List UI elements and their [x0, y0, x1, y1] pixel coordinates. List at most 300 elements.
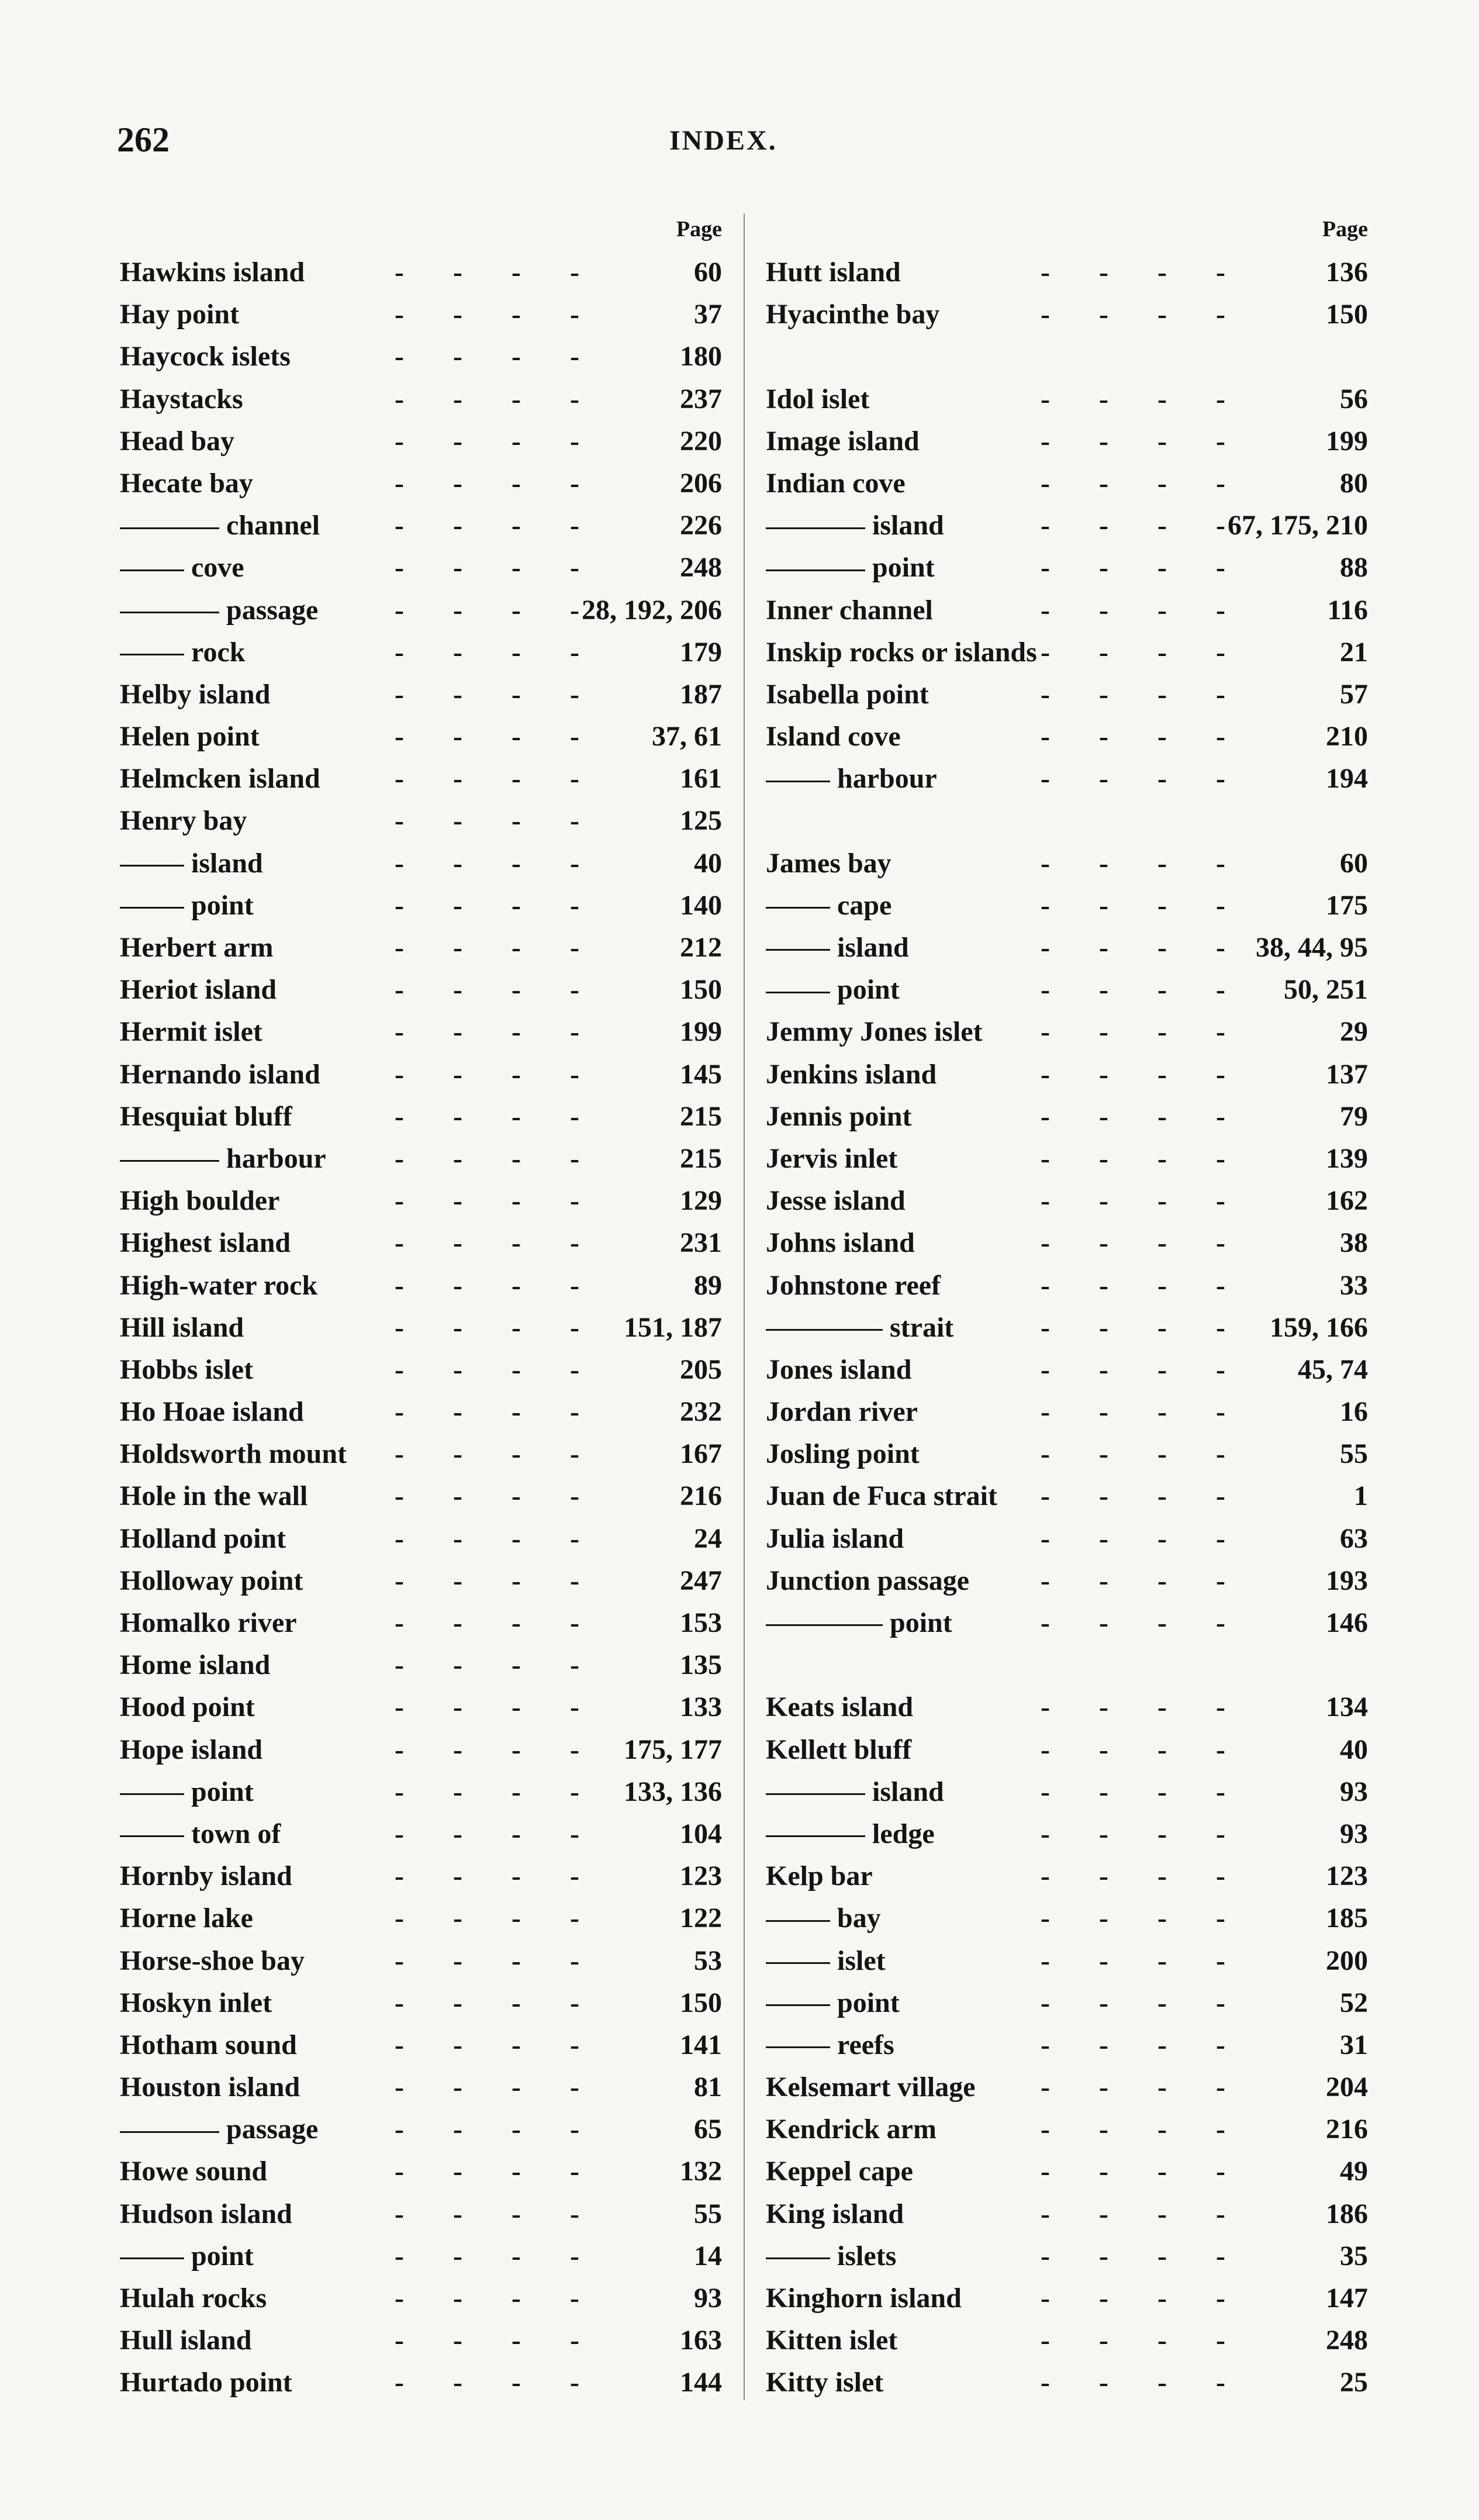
index-entry: [766, 1644, 1368, 1686]
entry-name: islets: [766, 2235, 896, 2277]
ditto-dash: [766, 781, 830, 782]
entry-name: Keats island: [766, 1691, 914, 1723]
index-entry: [120, 378, 722, 420]
ditto-dash: [766, 569, 865, 571]
entry-pages: 193: [1326, 1565, 1368, 1596]
leader-dots: - - - -: [395, 1058, 600, 1090]
entry-name: Herbert arm: [120, 932, 274, 963]
entry-pages: 162: [1326, 1185, 1368, 1217]
leader-dots: - - - -: [395, 1142, 600, 1174]
leader-dots: - - - -: [395, 2240, 600, 2272]
page-column-label: Page: [676, 217, 722, 241]
ditto-dash: [766, 1920, 830, 1922]
leader-dots: - - - -: [1041, 678, 1246, 710]
leader-dots: - - - -: [395, 763, 600, 795]
entry-pages: 38: [1340, 1227, 1368, 1259]
entry-name: Helmcken island: [120, 763, 320, 795]
ditto-dash: [120, 907, 184, 909]
leader-dots: - - - -: [395, 2283, 600, 2314]
entry-name: Hornby island: [120, 1860, 292, 1892]
entry-name: Island cove: [766, 721, 901, 752]
entry-pages: 180: [680, 341, 722, 372]
entry-name: islet: [766, 1940, 886, 1982]
index-entry: [766, 1686, 1368, 1728]
entry-name: point: [766, 1602, 952, 1644]
leader-dots: - - - -: [1041, 2367, 1246, 2398]
leader-dots: - - - -: [1041, 1903, 1246, 1934]
leader-dots: - - - -: [395, 467, 600, 499]
entry-name: point: [120, 1771, 254, 1813]
entry-name: Kellett bluff: [766, 1734, 912, 1765]
entry-name: Kelp bar: [766, 1860, 873, 1892]
entry-pages: 247: [680, 1565, 722, 1596]
index-entry: [120, 1391, 722, 1433]
leader-dots: - - - -: [395, 932, 600, 963]
leader-dots: - - - -: [395, 1734, 600, 1765]
leader-dots: - - - -: [395, 1311, 600, 1343]
index-entry: [766, 294, 1368, 336]
leader-dots: - - - -: [1041, 257, 1246, 288]
page-number: 262: [117, 120, 170, 159]
leader-dots: - - - -: [395, 1565, 600, 1596]
entry-pages: 147: [1326, 2283, 1368, 2314]
leader-dots: - - - -: [1041, 1945, 1246, 1976]
index-entry: [766, 1096, 1368, 1138]
page-column-label: Page: [1322, 217, 1368, 241]
entry-pages: 14: [694, 2240, 722, 2272]
leader-dots: - - - -: [1041, 1818, 1246, 1849]
leader-dots: - - - -: [395, 974, 600, 1006]
entry-pages: 248: [680, 552, 722, 584]
entry-name: Hyacinthe bay: [766, 299, 940, 330]
entry-pages: 216: [1326, 2114, 1368, 2145]
leader-dots: - - - -: [1041, 847, 1246, 879]
entry-name: Head bay: [120, 425, 235, 457]
index-entry: [120, 758, 722, 800]
entry-pages: 29: [1340, 1016, 1368, 1048]
entry-name: Hood point: [120, 1691, 255, 1723]
index-entry: [120, 1307, 722, 1349]
entry-pages: 125: [680, 805, 722, 837]
index-entry: [766, 1054, 1368, 1096]
entry-name: island: [766, 1771, 944, 1813]
leader-dots: - - - -: [395, 1438, 600, 1470]
index-entry: [766, 547, 1368, 589]
leader-dots: - - - -: [395, 1523, 600, 1554]
entry-name: King island: [766, 2198, 904, 2229]
leader-dots: - - - -: [1041, 1776, 1246, 1807]
entry-name: Jervis inlet: [766, 1142, 898, 1174]
leader-dots: - - - -: [395, 1185, 600, 1217]
leader-dots: - - - -: [1041, 1438, 1246, 1470]
entry-name: Holdsworth mount: [120, 1438, 347, 1470]
index-entry: [766, 885, 1368, 927]
index-entry: [766, 1518, 1368, 1560]
entry-name: Highest island: [120, 1227, 291, 1259]
entry-name: Horse-shoe bay: [120, 1945, 305, 1976]
entry-pages: 116: [1327, 594, 1368, 626]
leader-dots: - - - -: [1041, 1987, 1246, 2018]
leader-dots: - - - -: [395, 1016, 600, 1048]
index-entry: [120, 547, 722, 589]
leader-dots: - - - -: [1041, 889, 1246, 921]
entry-pages: 65: [694, 2114, 722, 2145]
entry-pages: 88: [1340, 552, 1368, 584]
entry-name: cape: [766, 885, 891, 927]
leader-dots: - - - -: [1041, 425, 1246, 457]
entry-pages: 151, 187: [624, 1311, 722, 1343]
ditto-dash: [766, 2046, 830, 2048]
index-entry: [766, 251, 1368, 294]
index-entry: [120, 1686, 722, 1728]
index-entry: [120, 1096, 722, 1138]
index-entry: [766, 1771, 1368, 1813]
index-entry: [120, 2319, 722, 2362]
index-entry: [120, 1560, 722, 1602]
entry-name: bay: [766, 1897, 881, 1939]
entry-pages: 186: [1326, 2198, 1368, 2229]
index-entry: [120, 843, 722, 885]
ditto-dash: [120, 569, 184, 571]
entry-pages: 60: [1340, 847, 1368, 879]
entry-name: passage: [120, 2108, 318, 2150]
leader-dots: - - - -: [1041, 1396, 1246, 1428]
leader-dots: - - - -: [1041, 763, 1246, 795]
entry-pages: 135: [680, 1649, 722, 1681]
entry-pages: 104: [680, 1818, 722, 1849]
index-entry: [766, 1729, 1368, 1771]
entry-pages: 53: [694, 1945, 722, 1976]
ditto-dash: [766, 949, 830, 951]
leader-dots: - - - -: [395, 2367, 600, 2398]
entry-name: Jennis point: [766, 1100, 912, 1132]
index-entry: [766, 1897, 1368, 1939]
entry-pages: 57: [1340, 678, 1368, 710]
index-entry: [766, 378, 1368, 420]
entry-name: Helen point: [120, 721, 260, 752]
leader-dots: - - - -: [1041, 1058, 1246, 1090]
entry-pages: 21: [1340, 636, 1368, 668]
entry-name: Home island: [120, 1649, 271, 1681]
entry-name: Keppel cape: [766, 2156, 913, 2187]
leader-dots: - - - -: [395, 425, 600, 457]
leader-dots: - - - -: [395, 1607, 600, 1638]
entry-name: ledge: [766, 1813, 935, 1855]
index-entry: [120, 589, 722, 631]
entry-name: High boulder: [120, 1185, 280, 1217]
leader-dots: - - - -: [1041, 1354, 1246, 1385]
ditto-dash: [120, 865, 184, 867]
ditto-dash: [120, 654, 184, 655]
entry-pages: 215: [680, 1142, 722, 1174]
index-entry: [766, 1180, 1368, 1222]
running-title: INDEX.: [669, 125, 777, 156]
index-entry: [766, 2277, 1368, 2319]
index-entry: [120, 1349, 722, 1391]
entry-name: Inner channel: [766, 594, 933, 626]
entry-pages: 140: [680, 889, 722, 921]
index-entry: [766, 1475, 1368, 1517]
leader-dots: - - - -: [395, 847, 600, 879]
entry-pages: 144: [680, 2367, 722, 2398]
entry-pages: 1: [1354, 1480, 1368, 1512]
leader-dots: - - - -: [1041, 1860, 1246, 1892]
ditto-dash: [766, 992, 830, 993]
entry-pages: 28, 192, 206: [582, 594, 722, 626]
index-entry: [120, 2235, 722, 2277]
entry-pages: 248: [1326, 2325, 1368, 2356]
entry-pages: 122: [680, 1903, 722, 1934]
index-entry: [120, 462, 722, 505]
leader-dots: - - - -: [395, 1269, 600, 1301]
index-entry: [766, 1138, 1368, 1180]
leader-dots: - - - -: [1041, 974, 1246, 1006]
index-entry: [766, 843, 1368, 885]
entry-name: Heriot island: [120, 974, 277, 1006]
entry-name: town of: [120, 1813, 281, 1855]
entry-name: point: [766, 1982, 900, 2024]
entry-pages: 25: [1340, 2367, 1368, 2398]
entry-pages: 204: [1326, 2072, 1368, 2103]
entry-name: island: [120, 843, 263, 885]
entry-name: strait: [766, 1307, 953, 1349]
index-entry: [120, 251, 722, 294]
entry-name: Hay point: [120, 299, 240, 330]
entry-pages: 133: [680, 1691, 722, 1723]
index-entry: [766, 1265, 1368, 1307]
index-entry: [766, 1391, 1368, 1433]
leader-dots: - - - -: [395, 2114, 600, 2145]
entry-name: rock: [120, 631, 245, 674]
ditto-dash: [120, 527, 219, 529]
leader-dots: - - - -: [1041, 636, 1246, 668]
column-divider: [744, 213, 745, 2400]
entry-name: Jesse island: [766, 1185, 906, 1217]
leader-dots: - - - -: [395, 1776, 600, 1807]
entry-name: point: [120, 2235, 254, 2277]
leader-dots: - - - -: [1041, 1185, 1246, 1217]
entry-pages: 194: [1326, 763, 1368, 795]
index-entry: [120, 1265, 722, 1307]
entry-name: Hesquiat bluff: [120, 1100, 292, 1132]
entry-pages: 134: [1326, 1691, 1368, 1723]
entry-pages: 137: [1326, 1058, 1368, 1090]
entry-pages: 161: [680, 763, 722, 795]
entry-name: Homalko river: [120, 1607, 297, 1638]
index-entry: [120, 674, 722, 716]
entry-name: Kinghorn island: [766, 2283, 962, 2314]
entry-pages: 167: [680, 1438, 722, 1470]
entry-pages: 206: [680, 467, 722, 499]
entry-pages: 129: [680, 1185, 722, 1217]
entry-pages: 24: [694, 1523, 722, 1554]
leader-dots: - - - -: [1041, 1691, 1246, 1723]
leader-dots: - - - -: [1041, 1100, 1246, 1132]
entry-name: Houston island: [120, 2072, 300, 2103]
leader-dots: - - - -: [395, 341, 600, 372]
index-entry: [766, 2150, 1368, 2193]
leader-dots: - - - -: [395, 1945, 600, 1976]
entry-name: Horne lake: [120, 1903, 253, 1934]
entry-pages: 37: [694, 299, 722, 330]
leader-dots: - - - -: [395, 1691, 600, 1723]
entry-name: point: [766, 547, 935, 589]
ditto-dash: [120, 1160, 219, 1162]
entry-pages: 136: [1326, 257, 1368, 288]
ditto-dash: [766, 2257, 830, 2259]
leader-dots: - - - -: [1041, 1016, 1246, 1048]
index-entry: [120, 969, 722, 1011]
entry-name: Jordan river: [766, 1396, 918, 1428]
entry-pages: 205: [680, 1354, 722, 1385]
leader-dots: - - - -: [395, 2198, 600, 2229]
index-entry: [766, 336, 1368, 378]
entry-name: Hecate bay: [120, 467, 253, 499]
index-entry: [120, 1475, 722, 1517]
entry-name: High-water rock: [120, 1269, 318, 1301]
entry-name: island: [766, 505, 944, 547]
entry-name: Hope island: [120, 1734, 263, 1765]
leader-dots: - - - -: [1041, 2325, 1246, 2356]
entry-name: Holland point: [120, 1523, 286, 1554]
index-entry: [766, 927, 1368, 969]
index-entry: [120, 505, 722, 547]
leader-dots: - - - -: [1041, 2114, 1246, 2145]
leader-dots: - - - -: [395, 1987, 600, 2018]
entry-name: Inskip rocks or islands: [766, 636, 1037, 668]
entry-name: Hermit islet: [120, 1016, 262, 1048]
ditto-dash: [766, 1793, 865, 1795]
entry-name: Howe sound: [120, 2156, 268, 2187]
leader-dots: - - - -: [1041, 2156, 1246, 2187]
ditto-dash: [766, 1962, 830, 1964]
entry-name: Idol islet: [766, 383, 870, 415]
entry-name: Kelsemart village: [766, 2072, 976, 2103]
entry-name: Jones island: [766, 1354, 912, 1385]
leader-dots: - - - -: [395, 1903, 600, 1934]
entry-pages: 93: [694, 2283, 722, 2314]
ditto-dash: [120, 2131, 219, 2133]
entry-pages: 159, 166: [1270, 1311, 1368, 1343]
entry-name: Juan de Fuca strait: [766, 1480, 997, 1512]
leader-dots: - - - -: [1041, 1311, 1246, 1343]
leader-dots: - - - -: [395, 594, 600, 626]
leader-dots: - - - -: [395, 1649, 600, 1681]
ditto-dash: [120, 612, 219, 613]
entry-pages: 81: [694, 2072, 722, 2103]
leader-dots: - - - -: [1041, 721, 1246, 752]
entry-name: harbour: [120, 1138, 326, 1180]
index-entry: [120, 927, 722, 969]
entry-name: Hoskyn inlet: [120, 1987, 272, 2018]
entry-name: Henry bay: [120, 805, 247, 837]
leader-dots: - - - -: [1041, 1480, 1246, 1512]
entry-pages: 38, 44, 95: [1256, 932, 1368, 963]
entry-name: island: [766, 927, 909, 969]
entry-name: Hutt island: [766, 257, 901, 288]
entry-pages: 146: [1326, 1607, 1368, 1638]
leader-dots: - - - -: [395, 510, 600, 541]
leader-dots: - - - -: [395, 721, 600, 752]
entry-name: Kitten islet: [766, 2325, 898, 2356]
entry-pages: 93: [1340, 1818, 1368, 1849]
index-entry: [120, 2193, 722, 2235]
leader-dots: - - - -: [395, 383, 600, 415]
index-entry: [120, 336, 722, 378]
entry-pages: 45, 74: [1298, 1354, 1368, 1385]
index-entry: [766, 2024, 1368, 2066]
index-entry: [120, 1897, 722, 1939]
index-entry: [766, 758, 1368, 800]
leader-dots: - - - -: [395, 1354, 600, 1385]
entry-name: Hawkins island: [120, 257, 305, 288]
index-entry: [766, 1011, 1368, 1053]
index-entry: [766, 1940, 1368, 1982]
entry-pages: 215: [680, 1100, 722, 1132]
entry-pages: 123: [1326, 1860, 1368, 1892]
entry-pages: 33: [1340, 1269, 1368, 1301]
entry-name: Hulah rocks: [120, 2283, 267, 2314]
ditto-dash: [766, 2004, 830, 2006]
leader-dots: - - - -: [1041, 2283, 1246, 2314]
entry-pages: 200: [1326, 1945, 1368, 1976]
index-entry: [766, 1813, 1368, 1855]
leader-dots: - - - -: [1041, 1142, 1246, 1174]
entry-pages: 133, 136: [624, 1776, 722, 1807]
entry-name: Ho Hoae island: [120, 1396, 304, 1428]
entry-name: Holloway point: [120, 1565, 303, 1596]
index-entry: [766, 420, 1368, 462]
entry-pages: 145: [680, 1058, 722, 1090]
entry-pages: 89: [694, 1269, 722, 1301]
index-entry: [120, 1180, 722, 1222]
entry-name: channel: [120, 505, 320, 547]
leader-dots: - - - -: [1041, 552, 1246, 584]
index-entry: [766, 1982, 1368, 2024]
entry-pages: 80: [1340, 467, 1368, 499]
entry-pages: 40: [1340, 1734, 1368, 1765]
ditto-dash: [120, 1835, 184, 1837]
leader-dots: - - - -: [1041, 1607, 1246, 1638]
ditto-dash: [120, 1793, 184, 1795]
ditto-dash: [766, 1835, 865, 1837]
leader-dots: - - - -: [1041, 1227, 1246, 1259]
index-entry: [766, 1560, 1368, 1602]
entry-name: cove: [120, 547, 244, 589]
index-entry: [120, 1729, 722, 1771]
entry-pages: 37, 61: [652, 721, 722, 752]
entry-pages: 187: [680, 678, 722, 710]
leader-dots: - - - -: [395, 2029, 600, 2060]
index-entry: [120, 2277, 722, 2319]
leader-dots: - - - -: [1041, 594, 1246, 626]
leader-dots: - - - -: [1041, 1734, 1246, 1765]
index-column-left: [120, 216, 722, 2404]
entry-pages: 67, 175, 210: [1228, 510, 1368, 541]
index-entry: [120, 1011, 722, 1053]
entry-name: Haystacks: [120, 383, 243, 415]
leader-dots: - - - -: [1041, 932, 1246, 963]
index-entry: [120, 2362, 722, 2404]
entry-pages: 93: [1340, 1776, 1368, 1807]
leader-dots: - - - -: [1041, 2029, 1246, 2060]
index-entry: [766, 462, 1368, 505]
index-entry: [766, 2193, 1368, 2235]
ditto-dash: [120, 2257, 184, 2259]
entry-name: Junction passage: [766, 1565, 970, 1596]
index-entry: [766, 1349, 1368, 1391]
leader-dots: - - - -: [1041, 510, 1246, 541]
